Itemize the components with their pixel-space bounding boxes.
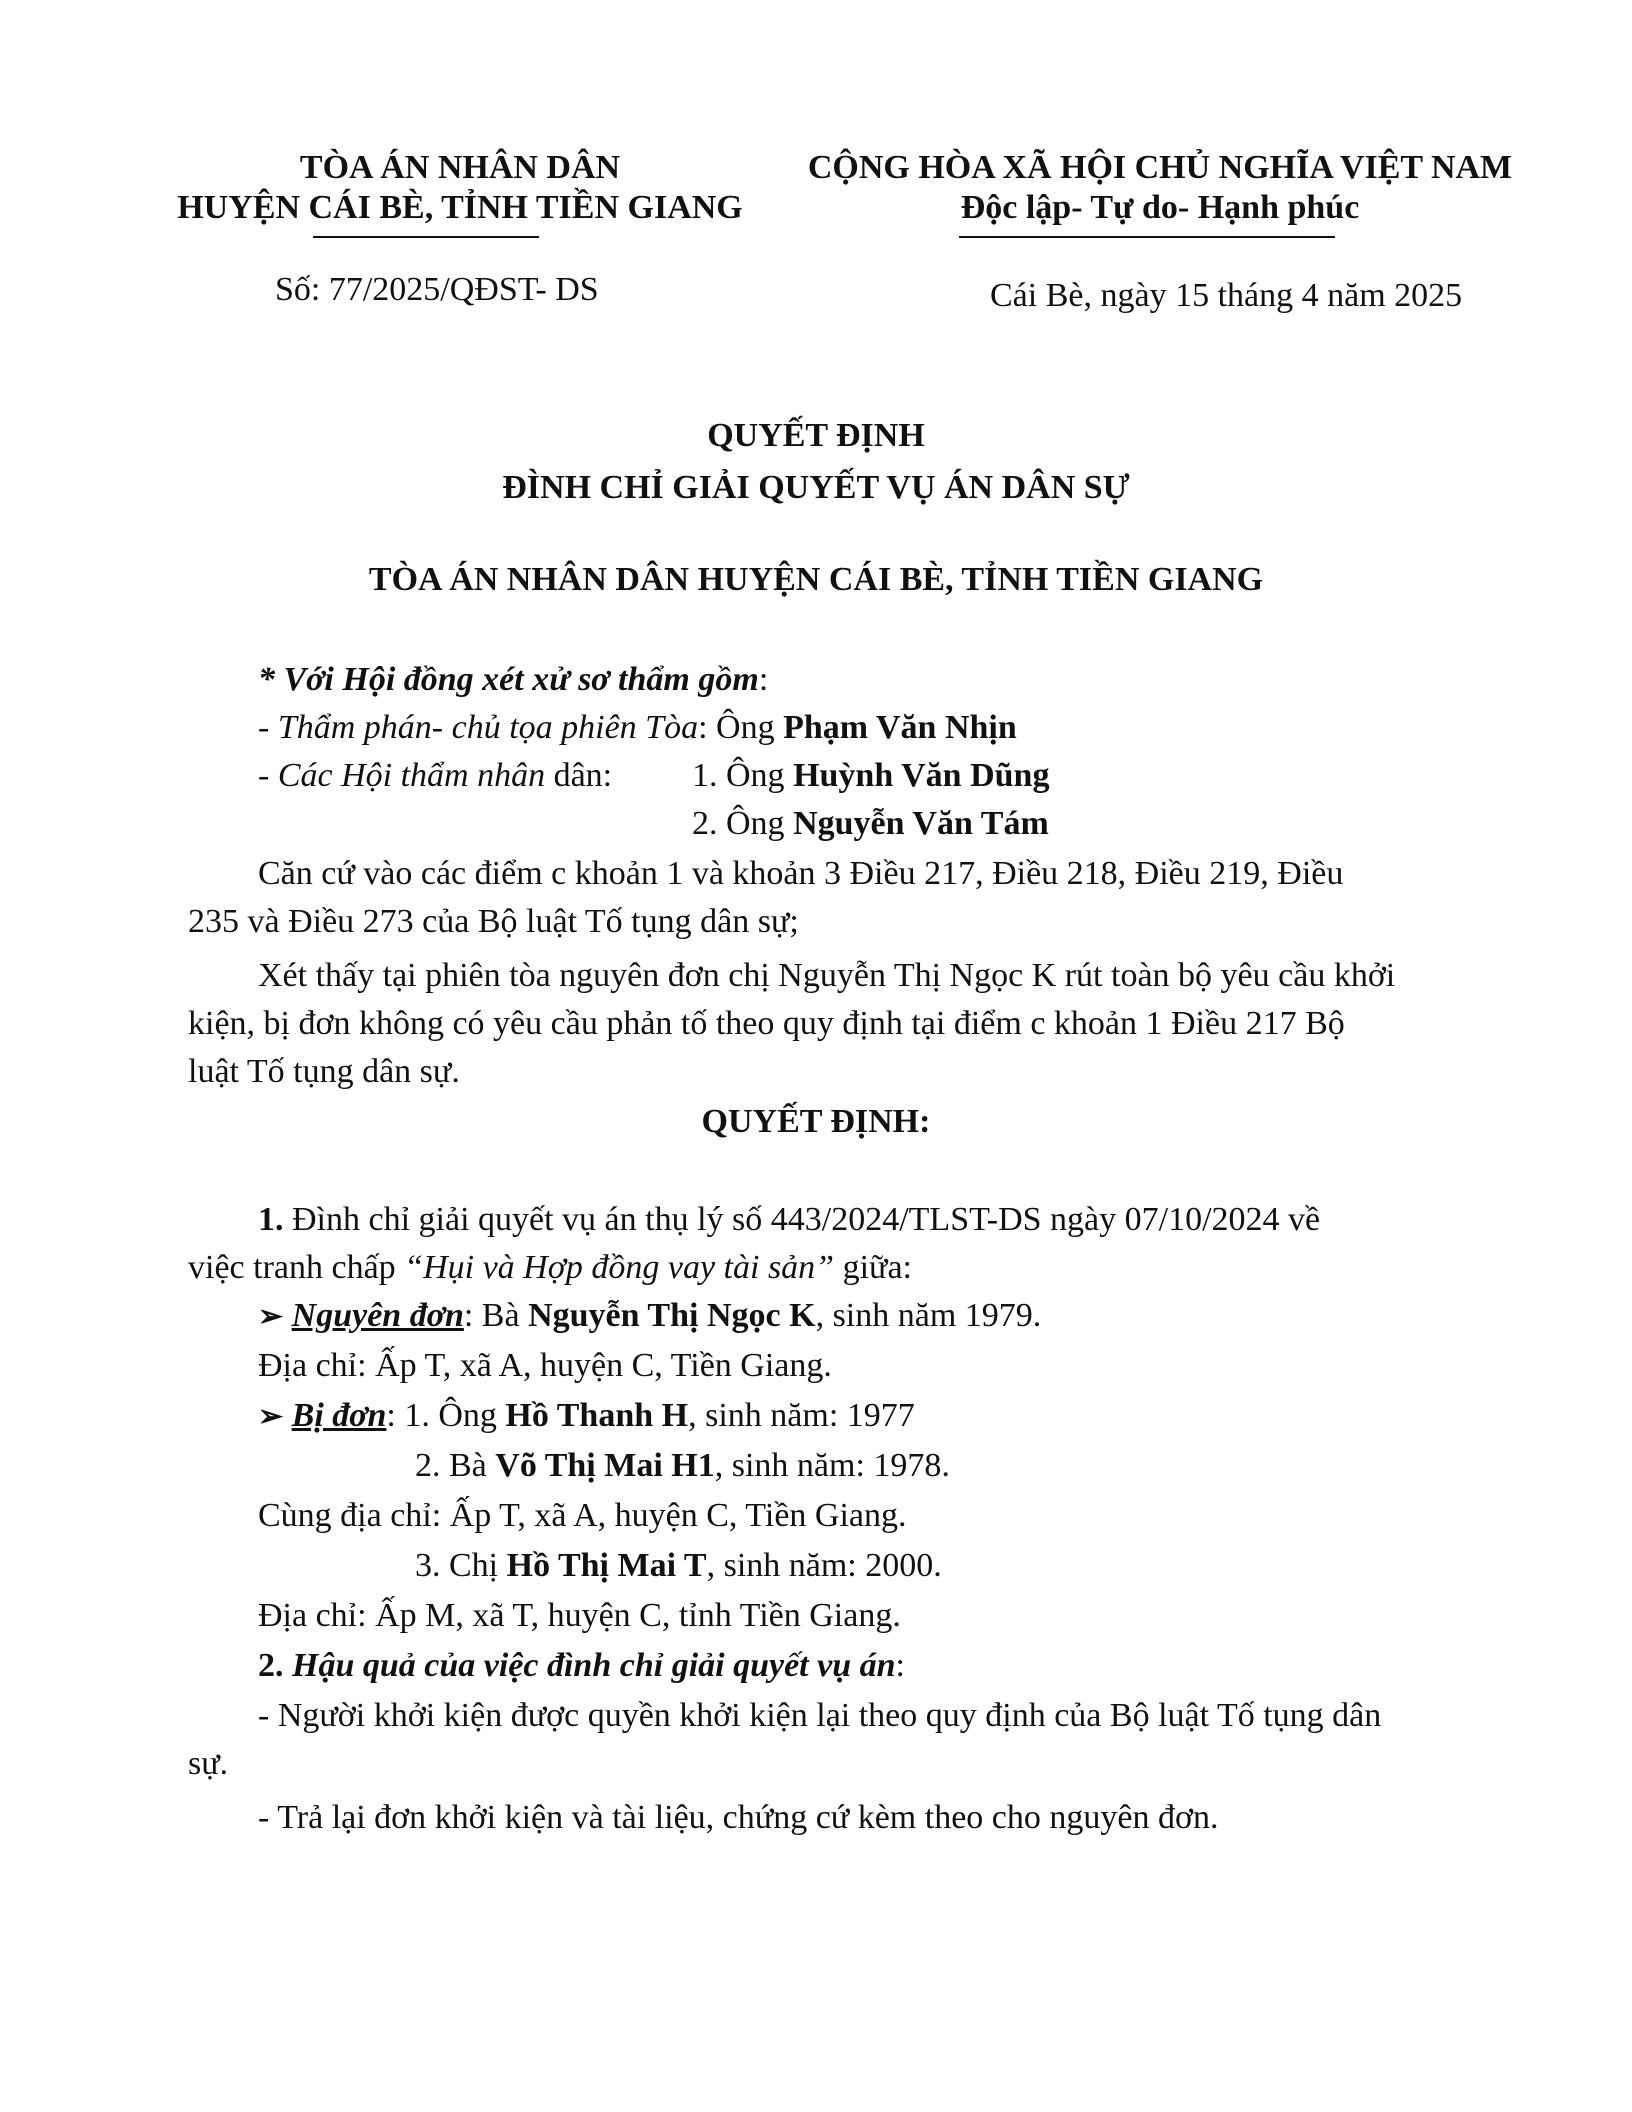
nation-title: CỘNG HÒA XÃ HỘI CHỦ NGHĨA VIỆT NAM bbox=[807, 149, 1513, 186]
jurors-label: - Các Hội thẩm nhân dân: bbox=[258, 757, 613, 794]
shared-address: Cùng địa chỉ: Ấp T, xã A, huyện C, Tiền Giang. bbox=[258, 1497, 907, 1534]
decision-item-1-line2: việc tranh chấp “Hụi và Hợp đồng vay tài sản” giữa: bbox=[188, 1249, 913, 1286]
court-name-line1: TÒA ÁN NHÂN DÂN bbox=[299, 149, 621, 186]
document-date: Cái Bè, ngày 15 tháng 4 năm 2025 bbox=[990, 277, 1463, 314]
consideration-line1: Xét thấy tại phiên tòa nguyên đơn chị Nguyễn Thị Ngọc K rút toàn bộ yêu cầu khởi bbox=[258, 957, 1396, 994]
juror-1: 1. Ông Huỳnh Văn Dũng bbox=[692, 757, 1050, 794]
decision-item-1: 1. Đình chỉ giải quyết vụ án thụ lý số 443/2024/TLST-DS ngày 07/10/2024 về bbox=[258, 1201, 1321, 1238]
document-subtitle: ĐÌNH CHỈ GIẢI QUYẾT VỤ ÁN DÂN SỰ bbox=[502, 469, 1130, 506]
document-title: QUYẾT ĐỊNH bbox=[707, 417, 925, 454]
defendant-1: ➢ Bị đơn: 1. Ông Hồ Thanh H, sinh năm: 1977 bbox=[258, 1397, 915, 1434]
juror-2: 2. Ông Nguyễn Văn Tám bbox=[692, 805, 1049, 842]
nation-motto: Độc lập- Tự do- Hạnh phúc bbox=[960, 189, 1360, 226]
arrow-bullet-icon: ➢ bbox=[258, 1300, 284, 1333]
consequence-1-line2: sự. bbox=[188, 1745, 229, 1782]
decision-heading: QUYẾT ĐỊNH: bbox=[701, 1103, 931, 1140]
consequence-1: - Người khởi kiện được quyền khởi kiện lại theo quy định của Bộ luật Tố tụng dân bbox=[258, 1697, 1382, 1734]
issuing-court: TÒA ÁN NHÂN DÂN HUYỆN CÁI BÈ, TỈNH TIỀN GIANG bbox=[368, 561, 1264, 598]
decision-item-2: 2. Hậu quả của việc đình chỉ giải quyết vụ án: bbox=[258, 1647, 905, 1684]
arrow-bullet-icon: ➢ bbox=[258, 1400, 284, 1433]
defendant-2: 2. Bà Võ Thị Mai H1, sinh năm: 1978. bbox=[415, 1447, 950, 1484]
presiding-judge: - Thẩm phán- chủ tọa phiên Tòa: Ông Phạm Văn Nhịn bbox=[258, 709, 1017, 746]
court-name-underline bbox=[313, 236, 539, 238]
motto-underline bbox=[959, 236, 1335, 238]
plaintiff-address: Địa chỉ: Ấp T, xã A, huyện C, Tiền Giang. bbox=[258, 1347, 832, 1384]
court-name-line2: HUYỆN CÁI BÈ, TỈNH TIỀN GIANG bbox=[177, 189, 743, 226]
defendant-3-address: Địa chỉ: Ấp M, xã T, huyện C, tỉnh Tiền Giang. bbox=[258, 1597, 901, 1634]
consideration-line2: kiện, bị đơn không có yêu cầu phản tố theo quy định tại điểm c khoản 1 Điều 217 Bộ bbox=[188, 1005, 1345, 1042]
document-number: Số: 77/2025/QĐST- DS bbox=[275, 271, 599, 308]
defendant-3: 3. Chị Hồ Thị Mai T, sinh năm: 2000. bbox=[415, 1547, 942, 1584]
legal-basis-line1: Căn cứ vào các điểm c khoản 1 và khoản 3 Điều 217, Điều 218, Điều 219, Điều bbox=[258, 855, 1344, 892]
legal-basis-line2: 235 và Điều 273 của Bộ luật Tố tụng dân sự; bbox=[188, 903, 799, 940]
consequence-2: - Trả lại đơn khởi kiện và tài liệu, chứng cứ kèm theo cho nguyên đơn. bbox=[258, 1799, 1219, 1836]
consideration-line3: luật Tố tụng dân sự. bbox=[188, 1053, 460, 1090]
plaintiff-line: ➢ Nguyên đơn: Bà Nguyễn Thị Ngọc K, sinh năm 1979. bbox=[258, 1297, 1042, 1334]
panel-heading: * Với Hội đồng xét xử sơ thẩm gồm: bbox=[258, 661, 769, 698]
